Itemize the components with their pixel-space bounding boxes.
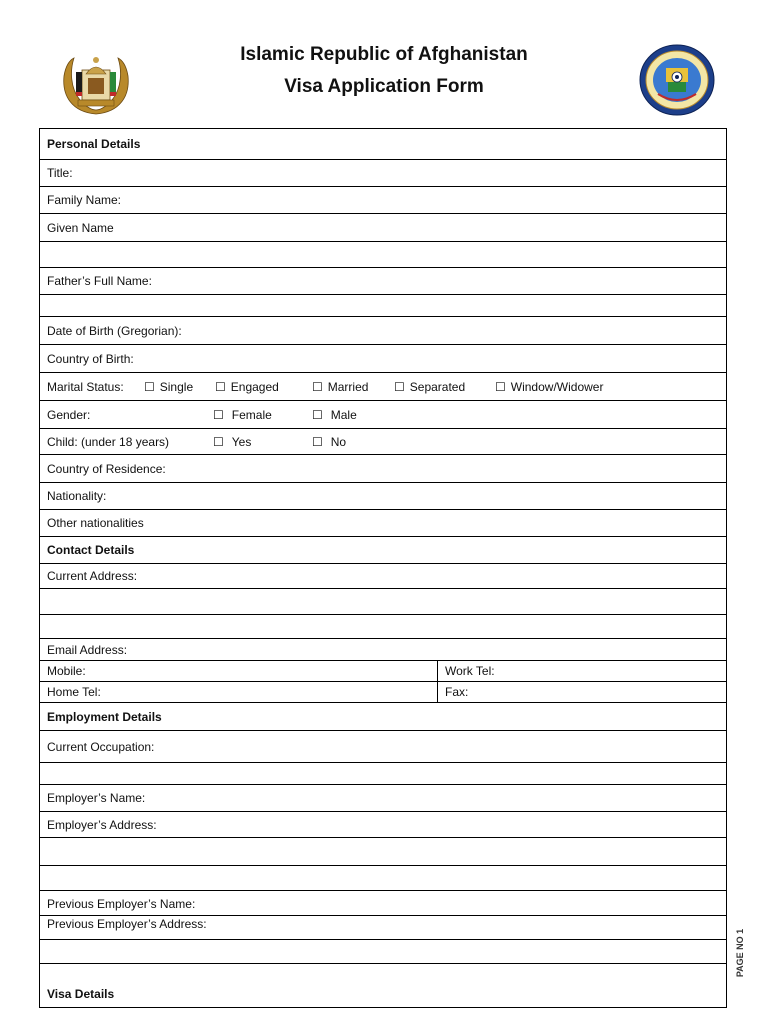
fax-field[interactable] <box>438 682 726 702</box>
employment-details-heading: Employment Details <box>47 709 162 724</box>
employer-address-blank-row-2[interactable] <box>40 866 726 891</box>
employer-address-blank-row-1[interactable] <box>40 838 726 866</box>
prev-employer-address-row[interactable] <box>40 916 726 940</box>
country-of-residence-label: Country of Residence: <box>47 461 166 476</box>
email-row[interactable] <box>40 639 726 661</box>
given-name-row[interactable] <box>40 214 726 242</box>
checkbox-icon[interactable]: ☐ <box>213 407 224 422</box>
employer-name-label: Employer’s Name: <box>47 791 146 805</box>
visa-application-form <box>39 128 727 1008</box>
prev-employer-name-row[interactable] <box>40 891 726 916</box>
marital-option-engaged[interactable]: ☐ Engaged <box>215 379 279 394</box>
nationality-label: Nationality: <box>47 489 107 503</box>
current-occupation-row[interactable] <box>40 731 726 763</box>
employer-address-row[interactable] <box>40 812 726 838</box>
country-of-birth-row[interactable] <box>40 345 726 373</box>
form-title-visa: Visa Application Form <box>284 76 484 97</box>
current-address-row[interactable] <box>40 564 726 589</box>
visa-details-heading: Visa Details <box>47 987 115 1001</box>
checkbox-icon[interactable]: ☐ <box>394 379 405 394</box>
visa-details-heading-row <box>40 964 726 1009</box>
afghanistan-emblem-icon <box>56 50 136 118</box>
checkbox-icon[interactable]: ☐ <box>144 379 155 394</box>
checkbox-icon[interactable]: ☐ <box>312 434 323 449</box>
ministry-seal-icon <box>638 44 716 116</box>
gender-label: Gender: <box>47 407 91 422</box>
mobile-worktel-row <box>40 661 726 682</box>
family-name-row[interactable] <box>40 187 726 214</box>
marital-option-married[interactable]: ☐ Married <box>312 379 369 394</box>
prev-employer-address-blank-row[interactable] <box>40 940 726 964</box>
prev-employer-name-label: Previous Employer’s Name: <box>47 897 196 911</box>
email-label: Email Address: <box>47 643 128 657</box>
current-address-blank-row-1[interactable] <box>40 589 726 615</box>
child-row <box>40 429 726 455</box>
fax-label: Fax: <box>445 685 469 699</box>
marital-option-widower[interactable]: ☐ Window/Widower <box>495 379 604 394</box>
country-of-birth-label: Country of Birth: <box>47 351 134 366</box>
current-occupation-blank-row[interactable] <box>40 763 726 785</box>
employer-address-label: Employer’s Address: <box>47 817 157 832</box>
work-tel-field[interactable] <box>438 661 726 681</box>
home-tel-label: Home Tel: <box>47 685 101 699</box>
country-of-residence-row[interactable] <box>40 455 726 483</box>
gender-row <box>40 401 726 429</box>
child-option-yes[interactable]: ☐ Yes <box>213 434 252 449</box>
work-tel-label: Work Tel: <box>445 664 495 678</box>
checkbox-icon[interactable]: ☐ <box>312 407 323 422</box>
checkbox-icon[interactable]: ☐ <box>495 379 506 394</box>
title-label: Title: <box>47 166 73 180</box>
prev-employer-address-label: Previous Employer’s Address: <box>47 917 207 931</box>
hometel-fax-row <box>40 682 726 703</box>
dob-label: Date of Birth (Gregorian): <box>47 323 182 338</box>
marital-status-row <box>40 373 726 401</box>
fathers-name-blank-row[interactable] <box>40 295 726 317</box>
contact-details-heading-row <box>40 537 726 564</box>
gender-option-female[interactable]: ☐ Female <box>213 407 272 422</box>
other-nationalities-row[interactable] <box>40 510 726 537</box>
fathers-name-label: Father’s Full Name: <box>47 274 152 288</box>
contact-details-heading: Contact Details <box>47 543 135 557</box>
other-nationalities-label: Other nationalities <box>47 516 144 530</box>
marital-status-label: Marital Status: <box>47 379 124 394</box>
marital-option-separated[interactable]: ☐ Separated <box>394 379 466 394</box>
gender-option-male[interactable]: ☐ Male <box>312 407 357 422</box>
fathers-name-row[interactable] <box>40 268 726 295</box>
employer-name-row[interactable] <box>40 785 726 812</box>
page-number-label: PAGE NO 1 <box>735 928 746 978</box>
current-address-label: Current Address: <box>47 569 138 583</box>
personal-details-heading: Personal Details <box>47 137 141 151</box>
child-label: Child: (under 18 years) <box>47 434 170 449</box>
checkbox-icon[interactable]: ☐ <box>312 379 323 394</box>
form-title-country: Islamic Republic of Afghanistan <box>240 44 528 65</box>
current-address-blank-row-2[interactable] <box>40 615 726 639</box>
current-occupation-label: Current Occupation: <box>47 739 155 754</box>
mobile-field[interactable] <box>40 661 438 681</box>
checkbox-icon[interactable]: ☐ <box>213 434 224 449</box>
title-row[interactable] <box>40 160 726 187</box>
given-name-blank-row[interactable] <box>40 242 726 268</box>
nationality-row[interactable] <box>40 483 726 510</box>
child-option-no[interactable]: ☐ No <box>312 434 347 449</box>
family-name-label: Family Name: <box>47 193 122 207</box>
given-name-label: Given Name <box>47 220 114 235</box>
dob-row[interactable] <box>40 317 726 345</box>
home-tel-field[interactable] <box>40 682 438 702</box>
mobile-label: Mobile: <box>47 664 86 678</box>
employment-details-heading-row <box>40 703 726 731</box>
checkbox-icon[interactable]: ☐ <box>215 379 226 394</box>
personal-details-heading-row <box>40 129 726 160</box>
marital-option-single[interactable]: ☐ Single <box>144 379 194 394</box>
